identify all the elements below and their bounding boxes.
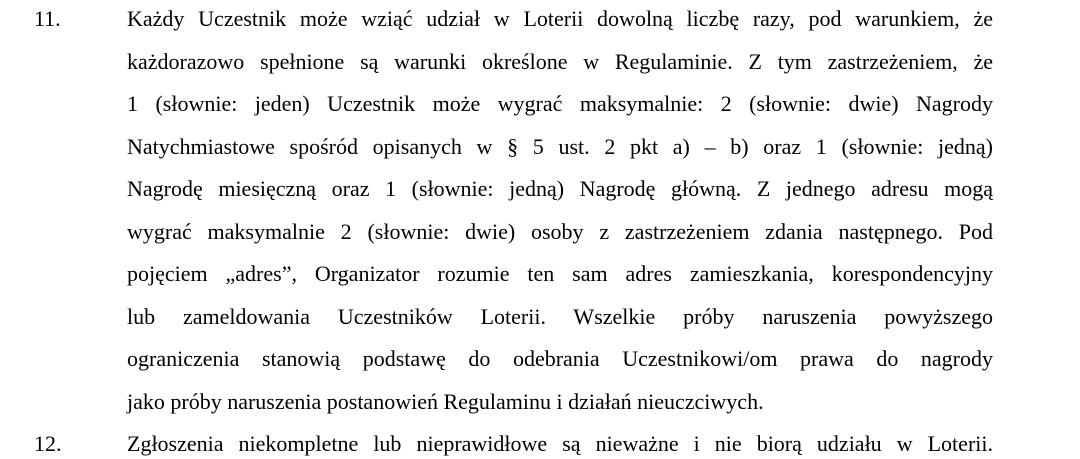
item-12-number: 12. [34,431,62,456]
item-11-line-3: 1 (słownie: jeden) Uczestnik może wygrać maksymalnie: 2 (słownie: dwie) Nagrody [127,91,993,116]
item-11-line-1: Każdy Uczestnik może wziąć udział w Loterii dowolną liczbę razy, pod warunkiem, że [127,6,993,31]
item-12-text [127,423,993,459]
item-11-line-6: wygrać maksymalnie 2 (słownie: dwie) osoby z zastrzeżeniem zdania następnego. Pod [127,218,993,244]
item-11-line-4: Natychmiastowe spośród opisanych w § 5 ust. 2 pkt a) – b) oraz 1 (słownie: jedną) [127,133,993,159]
item-11-text [127,0,993,423]
item-11-line-8: lub zameldowania Uczestników Loterii. Wszelkie próby naruszenia powyższego [127,303,993,329]
item-12-line-1: Zgłoszenia niekompletne lub nieprawidłowe są nieważne i nie biorą udziału w Loterii. [127,431,993,456]
item-11-number: 11. [34,6,61,31]
item-11-line-5: Nagrodę miesięczną oraz 1 (słownie: jedną) Nagrodę główną. Z jednego adresu mogą [127,176,993,201]
item-11-line-2: każdorazowo spełnione są warunki określone w Regulaminie. Z tym zastrzeżeniem, że [127,48,993,74]
item-11-line-10: jako próby naruszenia postanowień Regulaminu i działań nieuczciwych. [127,388,764,414]
item-11-line-9: ograniczenia stanowią podstawę do odebrania Uczestnikowi/om prawa do nagrody [127,346,993,371]
item-11-line-7: pojęciem „adres”, Organizator rozumie ten sam adres zamieszkania, korespondencyjny [127,261,993,286]
